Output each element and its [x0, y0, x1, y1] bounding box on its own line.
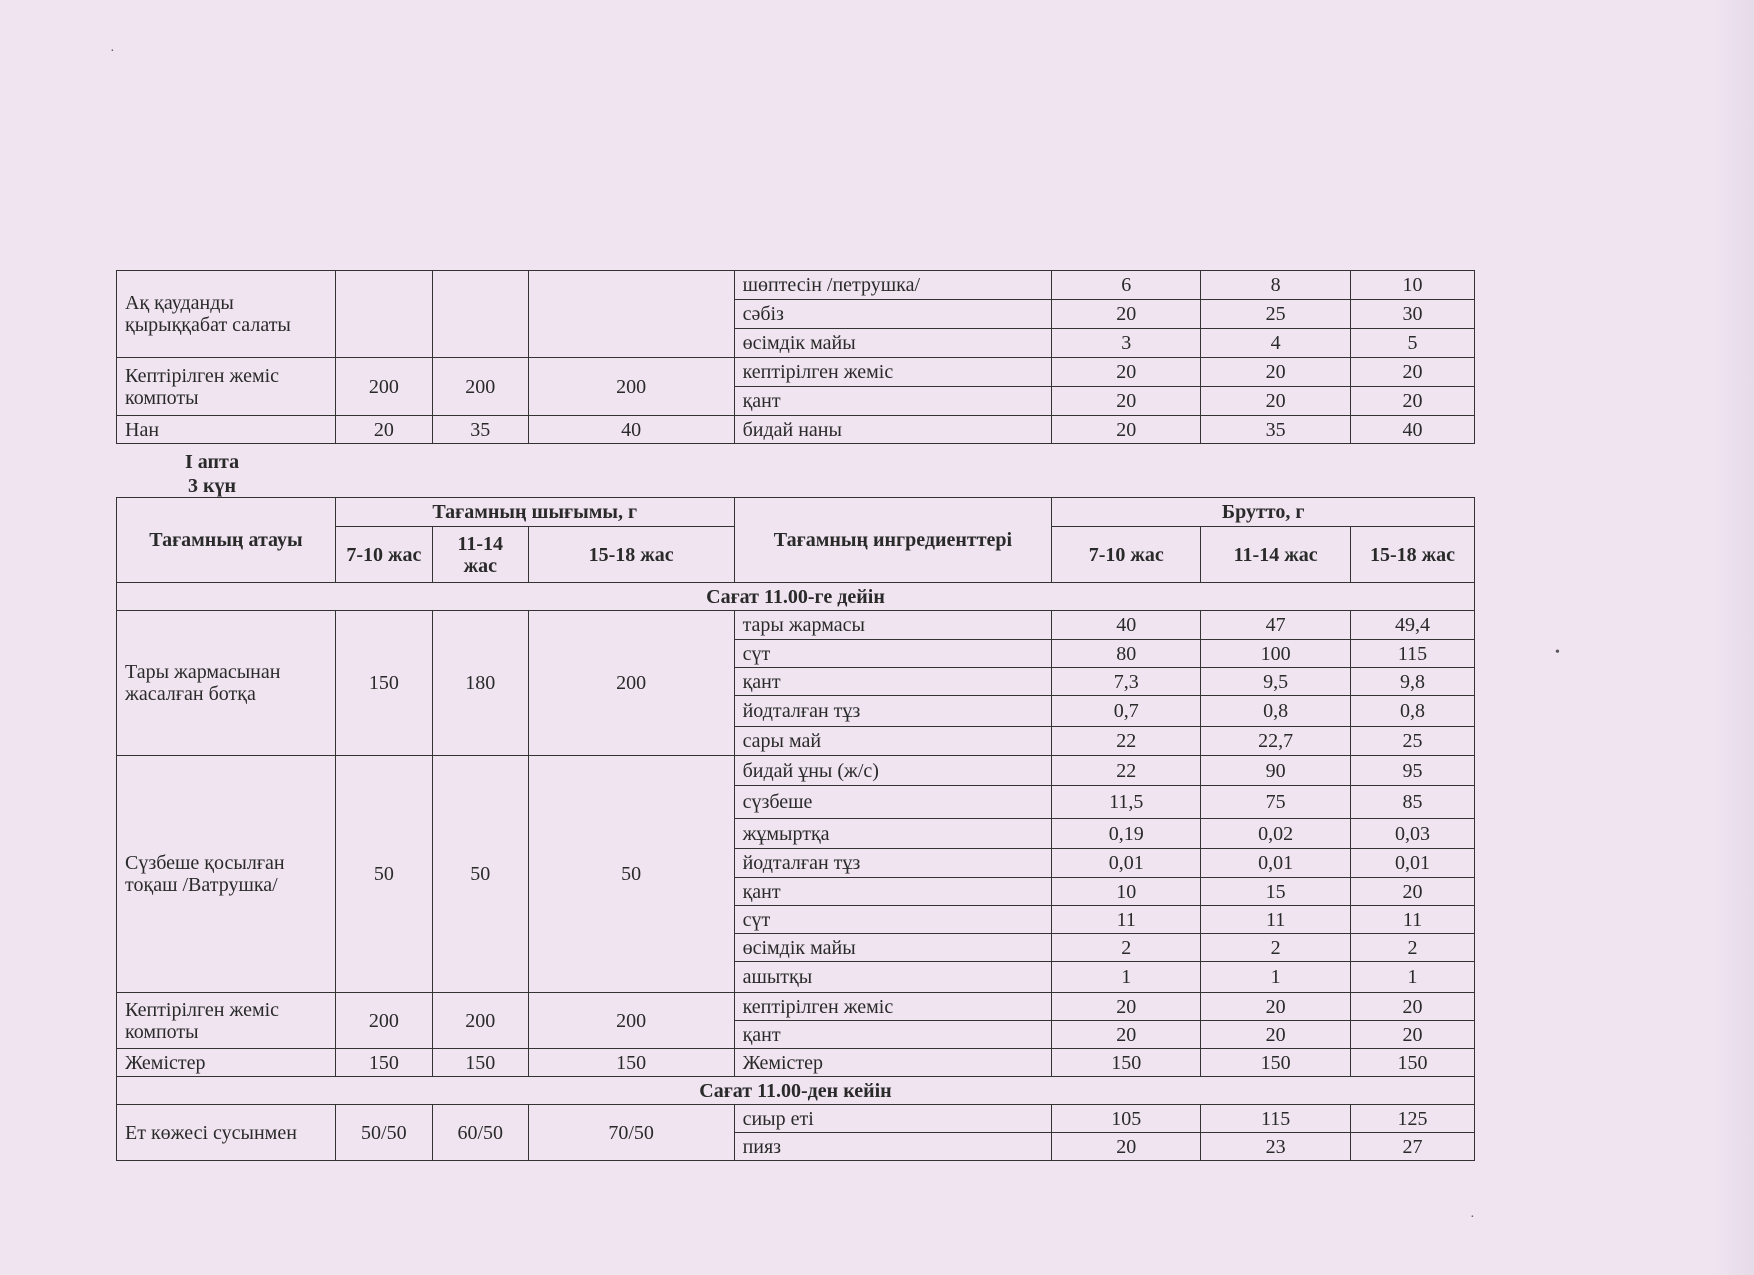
col-header-yield: Тағамның шығымы, г — [335, 498, 734, 527]
brutto-cell: 20 — [1201, 1021, 1351, 1049]
yield-cell: 200 — [528, 611, 734, 756]
brutto-cell: 2 — [1351, 934, 1475, 962]
brutto-cell: 22 — [1052, 727, 1201, 756]
table-row — [117, 611, 1475, 640]
table-row — [117, 416, 1475, 444]
brutto-cell: 0,8 — [1201, 696, 1351, 727]
ingredient-cell: тары жармасы — [734, 611, 1052, 640]
yield-cell — [432, 271, 528, 358]
brutto-cell: 20 — [1351, 878, 1475, 906]
ingredient-cell: кептірілген жеміс — [734, 993, 1052, 1021]
brutto-cell: 11 — [1351, 906, 1475, 934]
yield-cell: 60/50 — [432, 1105, 528, 1161]
yield-cell: 50/50 — [335, 1105, 432, 1161]
table-row — [117, 1105, 1475, 1133]
brutto-cell: 2 — [1201, 934, 1351, 962]
ingredient-cell: сүт — [734, 906, 1052, 934]
brutto-cell: 20 — [1201, 993, 1351, 1021]
brutto-cell: 9,5 — [1201, 668, 1351, 696]
yield-cell: 50 — [432, 756, 528, 993]
ingredient-cell: бидай наны — [734, 416, 1052, 444]
brutto-cell: 20 — [1052, 300, 1201, 329]
dish-name-cell: Кептірілген жеміс компоты — [117, 358, 336, 416]
yield-cell: 50 — [528, 756, 734, 993]
brutto-cell: 1 — [1052, 962, 1201, 993]
scan-speck: • — [1555, 645, 1560, 660]
brutto-cell: 25 — [1201, 300, 1351, 329]
ingredient-cell: жұмыртқа — [734, 819, 1052, 849]
brutto-cell: 75 — [1201, 786, 1351, 819]
brutto-cell: 20 — [1052, 358, 1201, 387]
brutto-cell: 150 — [1201, 1049, 1351, 1077]
brutto-cell: 150 — [1351, 1049, 1475, 1077]
brutto-cell: 20 — [1351, 358, 1475, 387]
ingredient-cell: кептірілген жеміс — [734, 358, 1052, 387]
dish-name-cell: Ет көжесі сусынмен — [117, 1105, 336, 1161]
brutto-cell: 49,4 — [1351, 611, 1475, 640]
brutto-cell: 47 — [1201, 611, 1351, 640]
dish-name-cell: Нан — [117, 416, 336, 444]
scan-speck: · — [1470, 1210, 1475, 1225]
ingredient-cell: қант — [734, 387, 1052, 416]
table-row — [117, 993, 1475, 1021]
brutto-cell: 40 — [1052, 611, 1201, 640]
yield-cell: 200 — [528, 358, 734, 416]
dish-name-cell: Сүзбеше қосылған тоқаш /Ватрушка/ — [117, 756, 336, 993]
brutto-cell: 20 — [1052, 1133, 1201, 1161]
brutto-cell: 125 — [1351, 1105, 1475, 1133]
week-label: I апта — [185, 451, 240, 473]
yield-cell: 200 — [528, 993, 734, 1049]
brutto-cell: 0,01 — [1052, 849, 1201, 878]
brutto-cell: 105 — [1052, 1105, 1201, 1133]
brutto-cell: 10 — [1052, 878, 1201, 906]
yield-cell: 35 — [432, 416, 528, 444]
brutto-cell: 5 — [1351, 329, 1475, 358]
table-row — [117, 1049, 1475, 1077]
day-heading — [185, 450, 239, 498]
ingredient-cell: бидай ұны (ж/с) — [734, 756, 1052, 786]
table-row — [117, 756, 1475, 786]
brutto-cell: 20 — [1201, 358, 1351, 387]
brutto-cell: 2 — [1052, 934, 1201, 962]
brutto-cell: 11,5 — [1052, 786, 1201, 819]
brutto-cell: 23 — [1201, 1133, 1351, 1161]
table-row — [117, 358, 1475, 387]
brutto-cell: 40 — [1351, 416, 1475, 444]
section-label: Сағат 11.00-ден кейін — [117, 1077, 1475, 1105]
col-header-age-11-14: 11-14 жас — [432, 527, 528, 583]
ingredient-cell: Жемістер — [734, 1049, 1052, 1077]
brutto-cell: 150 — [1052, 1049, 1201, 1077]
brutto-cell: 20 — [1351, 993, 1475, 1021]
brutto-cell: 0,01 — [1201, 849, 1351, 878]
brutto-cell: 1 — [1351, 962, 1475, 993]
day-label: 3 күн — [188, 475, 237, 497]
ingredient-cell: қант — [734, 668, 1052, 696]
ingredient-cell: шөптесін /петрушка/ — [734, 271, 1052, 300]
brutto-cell: 85 — [1351, 786, 1475, 819]
brutto-cell: 20 — [1052, 1021, 1201, 1049]
brutto-cell: 1 — [1201, 962, 1351, 993]
yield-cell: 200 — [432, 358, 528, 416]
ingredient-cell: сүт — [734, 640, 1052, 668]
ingredient-cell: сиыр еті — [734, 1105, 1052, 1133]
section-label: Сағат 11.00-ге дейін — [117, 583, 1475, 611]
ingredient-cell: йодталған тұз — [734, 696, 1052, 727]
ingredient-cell: ашытқы — [734, 962, 1052, 993]
brutto-cell: 3 — [1052, 329, 1201, 358]
brutto-cell: 20 — [1052, 993, 1201, 1021]
brutto-cell: 20 — [1052, 416, 1201, 444]
yield-cell: 200 — [335, 993, 432, 1049]
brutto-cell: 100 — [1201, 640, 1351, 668]
section-row — [117, 583, 1475, 611]
yield-cell — [335, 271, 432, 358]
brutto-cell: 9,8 — [1351, 668, 1475, 696]
scan-speck: · — [110, 44, 115, 59]
ingredient-cell: сары май — [734, 727, 1052, 756]
brutto-cell: 20 — [1351, 387, 1475, 416]
dish-name-cell: Жемістер — [117, 1049, 336, 1077]
brutto-cell: 115 — [1351, 640, 1475, 668]
brutto-cell: 95 — [1351, 756, 1475, 786]
brutto-cell: 11 — [1052, 906, 1201, 934]
brutto-cell: 0,19 — [1052, 819, 1201, 849]
yield-cell: 150 — [528, 1049, 734, 1077]
brutto-cell: 10 — [1351, 271, 1475, 300]
brutto-cell: 6 — [1052, 271, 1201, 300]
yield-cell: 70/50 — [528, 1105, 734, 1161]
ingredient-cell: йодталған тұз — [734, 849, 1052, 878]
brutto-cell: 15 — [1201, 878, 1351, 906]
brutto-cell: 22 — [1052, 756, 1201, 786]
yield-cell: 150 — [432, 1049, 528, 1077]
dish-name-cell: Кептірілген жеміс компоты — [117, 993, 336, 1049]
brutto-cell: 115 — [1201, 1105, 1351, 1133]
brutto-cell: 90 — [1201, 756, 1351, 786]
yield-cell: 150 — [335, 1049, 432, 1077]
brutto-cell: 25 — [1351, 727, 1475, 756]
yield-cell: 20 — [335, 416, 432, 444]
brutto-cell: 35 — [1201, 416, 1351, 444]
col-header-age-15-18: 15-18 жас — [528, 527, 734, 583]
dish-name-cell: Тары жармасынан жасалған ботқа — [117, 611, 336, 756]
brutto-cell: 80 — [1052, 640, 1201, 668]
brutto-cell: 0,8 — [1351, 696, 1475, 727]
brutto-cell: 22,7 — [1201, 727, 1351, 756]
brutto-cell: 0,03 — [1351, 819, 1475, 849]
yield-cell: 200 — [432, 993, 528, 1049]
brutto-cell: 11 — [1201, 906, 1351, 934]
col-header-brutto-7-10: 7-10 жас — [1052, 527, 1201, 583]
brutto-cell: 20 — [1201, 387, 1351, 416]
col-header-brutto: Брутто, г — [1052, 498, 1475, 527]
day3-menu-table — [116, 497, 1475, 1161]
brutto-cell: 0,01 — [1351, 849, 1475, 878]
yield-cell: 180 — [432, 611, 528, 756]
col-header-brutto-11-14: 11-14 жас — [1201, 527, 1351, 583]
section-row — [117, 1077, 1475, 1105]
col-header-dish: Тағамның атауы — [117, 498, 336, 583]
col-header-brutto-15-18: 15-18 жас — [1351, 527, 1475, 583]
yield-cell: 150 — [335, 611, 432, 756]
ingredient-cell: сүзбеше — [734, 786, 1052, 819]
yield-cell — [528, 271, 734, 358]
scan-edge-shadow — [1714, 0, 1754, 1275]
ingredient-cell: қант — [734, 1021, 1052, 1049]
brutto-cell: 30 — [1351, 300, 1475, 329]
brutto-cell: 20 — [1351, 1021, 1475, 1049]
brutto-cell: 27 — [1351, 1133, 1475, 1161]
brutto-cell: 7,3 — [1052, 668, 1201, 696]
ingredient-cell: пияз — [734, 1133, 1052, 1161]
top-menu-table — [116, 270, 1475, 444]
brutto-cell: 8 — [1201, 271, 1351, 300]
yield-cell: 40 — [528, 416, 734, 444]
brutto-cell: 0,7 — [1052, 696, 1201, 727]
ingredient-cell: өсімдік майы — [734, 934, 1052, 962]
ingredient-cell: қант — [734, 878, 1052, 906]
table-row — [117, 271, 1475, 300]
ingredient-cell: сәбіз — [734, 300, 1052, 329]
dish-name-cell: Ақ қауданды қырыққабат салаты — [117, 271, 336, 358]
yield-cell: 200 — [335, 358, 432, 416]
col-header-ingredients: Тағамның ингредиенттері — [734, 498, 1052, 583]
brutto-cell: 0,02 — [1201, 819, 1351, 849]
brutto-cell: 20 — [1052, 387, 1201, 416]
yield-cell: 50 — [335, 756, 432, 993]
ingredient-cell: өсімдік майы — [734, 329, 1052, 358]
brutto-cell: 4 — [1201, 329, 1351, 358]
col-header-age-7-10: 7-10 жас — [335, 527, 432, 583]
